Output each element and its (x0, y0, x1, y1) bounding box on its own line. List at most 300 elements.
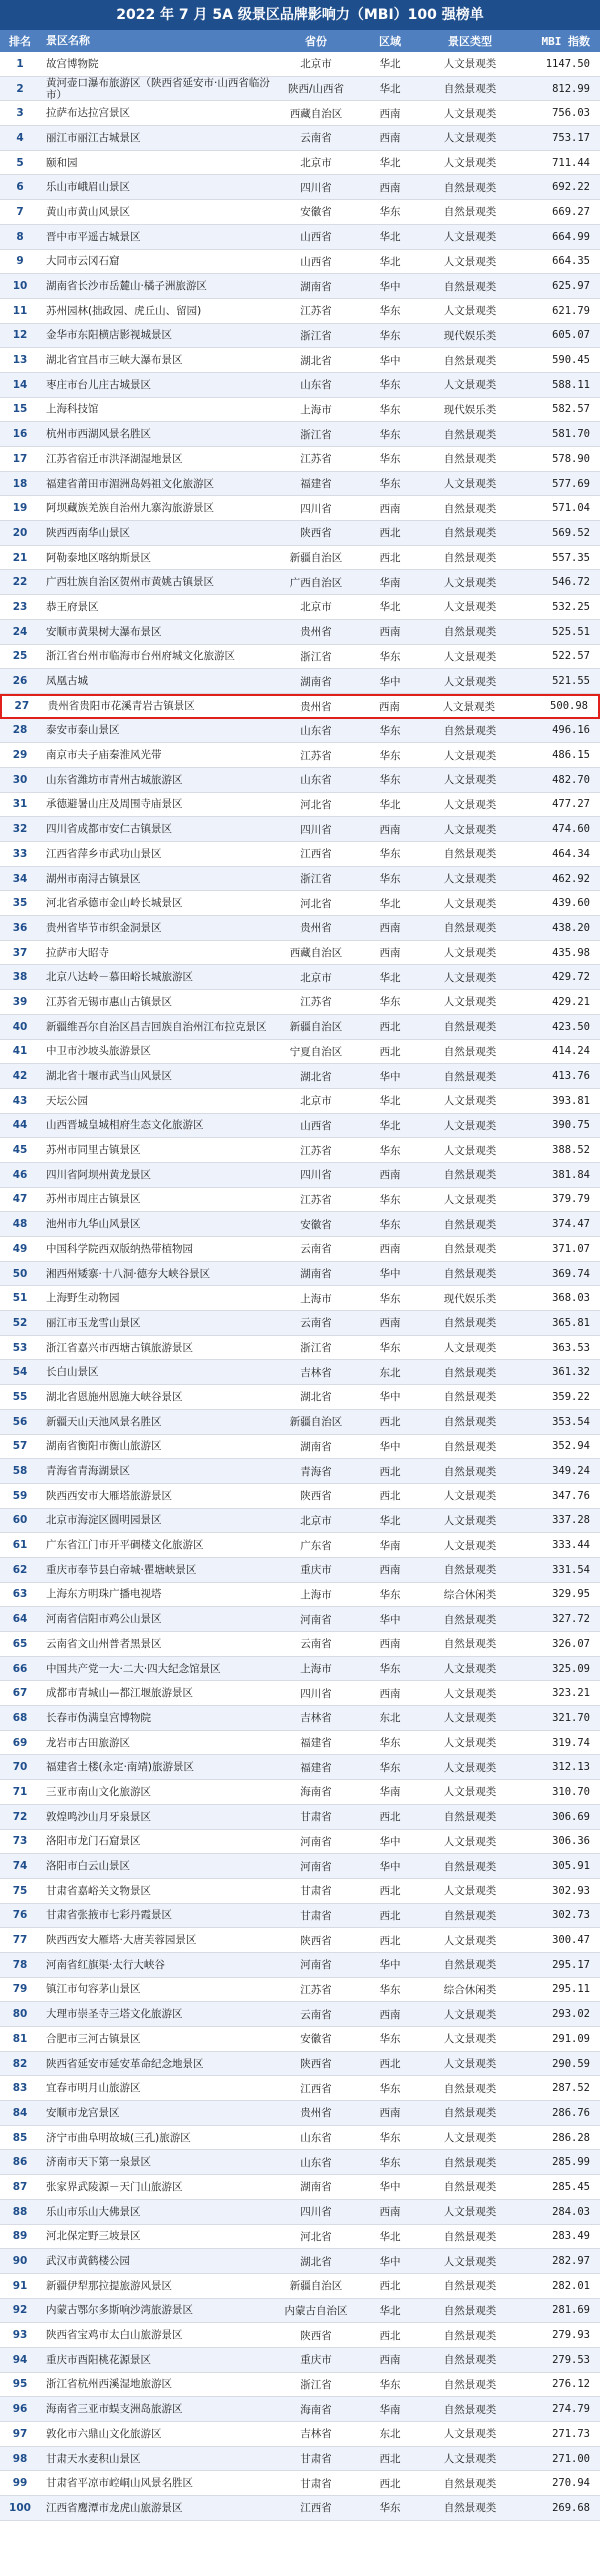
mbi-cell: 429.72 (552, 971, 590, 984)
rank-cell: 77 (12, 1934, 28, 1947)
region-cell: 华东 (379, 650, 401, 663)
rank-cell: 62 (12, 1563, 28, 1576)
name-cell: 洛阳市白云山景区 (46, 1860, 130, 1873)
table-row (0, 1188, 600, 1213)
type-cell: 人文景观类 (443, 2033, 497, 2046)
mbi-cell: 413.76 (552, 1070, 590, 1083)
mbi-cell: 270.94 (552, 2477, 590, 2490)
rank-cell: 50 (12, 1267, 28, 1280)
rank-cell: 81 (12, 2032, 28, 2045)
mbi-cell: 590.45 (552, 354, 590, 367)
rank-cell: 29 (12, 749, 28, 762)
mbi-cell: 812.99 (552, 82, 590, 95)
type-cell: 人文景观类 (443, 1193, 497, 1206)
mbi-cell: 621.79 (552, 304, 590, 317)
name-cell: 湖北省十堰市武当山风景区 (46, 1070, 172, 1083)
type-cell: 自然景观类 (443, 2378, 497, 2391)
mbi-cell: 1147.50 (545, 57, 590, 70)
rank-cell: 46 (12, 1168, 28, 1181)
type-cell: 综合休闲类 (443, 1588, 497, 1601)
province-cell: 江苏省 (300, 1193, 332, 1206)
rank-cell: 40 (12, 1020, 28, 1033)
name-cell: 山西晋城皇城相府生态文化旅游区 (46, 1119, 204, 1132)
mbi-cell: 669.27 (552, 205, 590, 218)
mbi-cell: 302.93 (552, 1884, 590, 1897)
mbi-cell: 474.60 (552, 823, 590, 836)
province-cell: 新疆自治区 (289, 2280, 343, 2293)
table-row (0, 1731, 600, 1756)
table-row (0, 1360, 600, 1385)
region-cell: 华东 (379, 848, 401, 861)
mbi-cell: 306.36 (552, 1835, 590, 1848)
name-cell: 山东省潍坊市青州古城旅游区 (46, 773, 183, 786)
region-cell: 西南 (379, 2008, 401, 2021)
region-cell: 西北 (379, 527, 401, 540)
region-cell: 华南 (379, 1786, 401, 1799)
mbi-cell: 521.55 (552, 675, 590, 688)
province-cell: 贵州省 (300, 700, 332, 713)
region-cell: 西南 (379, 2107, 401, 2120)
rank-cell: 60 (12, 1514, 28, 1527)
region-cell: 华北 (379, 1095, 401, 1108)
rank-cell: 94 (12, 2353, 28, 2366)
table-row (0, 570, 600, 595)
name-cell: 晋中市平遥古城景区 (46, 230, 141, 243)
region-cell: 西北 (379, 2453, 401, 2466)
type-cell: 自然景观类 (443, 1317, 497, 1330)
province-cell: 四川省 (300, 823, 332, 836)
rank-cell: 4 (16, 131, 24, 144)
mbi-cell: 753.17 (552, 131, 590, 144)
table-row (0, 1632, 600, 1657)
table-row (0, 1607, 600, 1632)
province-cell: 江苏省 (300, 453, 332, 466)
rank-cell: 43 (12, 1094, 28, 1107)
type-cell: 自然景观类 (443, 2304, 497, 2317)
region-cell: 西南 (379, 1687, 401, 1700)
province-cell: 湖北省 (300, 2255, 332, 2268)
mbi-cell: 310.70 (552, 1785, 590, 1798)
province-cell: 湖北省 (300, 1070, 332, 1083)
province-cell: 新疆自治区 (289, 552, 343, 565)
name-cell: 泰安市泰山景区 (46, 724, 120, 737)
rank-cell: 80 (12, 2008, 28, 2021)
rank-cell: 35 (12, 897, 28, 910)
name-cell: 合肥市三河古镇景区 (46, 2032, 141, 2045)
name-cell: 拉萨布达拉宫景区 (46, 107, 130, 120)
rank-cell: 72 (12, 1810, 28, 1823)
mbi-cell: 464.34 (552, 847, 590, 860)
table-row (0, 1854, 600, 1879)
rank-cell: 49 (12, 1242, 28, 1255)
rank-cell: 95 (12, 2378, 28, 2391)
type-cell: 自然景观类 (443, 848, 497, 861)
province-cell: 陕西省 (300, 527, 332, 540)
name-cell: 大同市云冈石窟 (46, 255, 120, 268)
region-cell: 华东 (379, 305, 401, 318)
type-cell: 自然景观类 (443, 2181, 497, 2194)
province-cell: 四川省 (300, 181, 332, 194)
province-cell: 陕西省 (300, 2329, 332, 2342)
type-cell: 自然景观类 (443, 1465, 497, 1478)
region-cell: 华北 (379, 2304, 401, 2317)
name-cell: 武汉市黄鹤楼公园 (46, 2255, 130, 2268)
rank-cell: 70 (12, 1761, 28, 1774)
rank-cell: 48 (12, 1218, 28, 1231)
province-cell: 河北省 (300, 798, 332, 811)
name-cell: 成都市青城山—都江堰旅游景区 (46, 1687, 193, 1700)
province-cell: 北京市 (300, 1514, 332, 1527)
type-cell: 自然景观类 (443, 922, 497, 935)
table-row (0, 1262, 600, 1287)
province-cell: 福建省 (300, 1761, 332, 1774)
region-cell: 西北 (379, 1885, 401, 1898)
rank-cell: 85 (12, 2131, 28, 2144)
name-cell: 杭州市西湖风景名胜区 (46, 428, 151, 441)
province-cell: 北京市 (300, 1095, 332, 1108)
region-cell: 华东 (379, 873, 401, 886)
mbi-cell: 286.28 (552, 2131, 590, 2144)
table-row (0, 175, 600, 200)
mbi-cell: 349.24 (552, 1465, 590, 1478)
region-cell: 华北 (379, 1514, 401, 1527)
table-row (0, 1459, 600, 1484)
rank-cell: 97 (12, 2427, 28, 2440)
mbi-cell: 500.98 (550, 700, 588, 713)
mbi-cell: 525.51 (552, 625, 590, 638)
region-cell: 东北 (379, 2428, 401, 2441)
province-cell: 河南省 (300, 1959, 332, 1972)
type-cell: 现代娱乐类 (443, 329, 497, 342)
province-cell: 北京市 (300, 971, 332, 984)
province-cell: 浙江省 (300, 329, 332, 342)
table-row (0, 447, 600, 472)
name-cell: 贵州省毕节市织金洞景区 (46, 921, 162, 934)
region-cell: 华北 (379, 601, 401, 614)
type-cell: 自然景观类 (443, 2156, 497, 2169)
rank-cell: 22 (12, 576, 28, 589)
type-cell: 自然景观类 (443, 1440, 497, 1453)
table-row (0, 521, 600, 546)
mbi-cell: 393.81 (552, 1094, 590, 1107)
type-cell: 自然景观类 (443, 1366, 497, 1379)
region-cell: 华中 (379, 280, 401, 293)
province-cell: 河北省 (300, 2230, 332, 2243)
type-cell: 人文景观类 (443, 1786, 497, 1799)
table-row (0, 422, 600, 447)
region-cell: 华南 (379, 2403, 401, 2416)
name-cell: 内蒙古鄂尔多斯响沙湾旅游景区 (46, 2304, 193, 2317)
table-row (0, 1879, 600, 1904)
name-cell: 甘肃省张掖市七彩丹霞景区 (46, 1909, 172, 1922)
region-cell: 华东 (379, 774, 401, 787)
table-row (0, 1780, 600, 1805)
table-row (0, 348, 600, 373)
region-cell: 西南 (379, 1243, 401, 1256)
table-row (0, 1928, 600, 1953)
type-cell: 自然景观类 (443, 1909, 497, 1922)
region-cell: 华东 (379, 2082, 401, 2095)
table-body (0, 52, 600, 2521)
table-row (0, 1755, 600, 1780)
rank-cell: 28 (12, 724, 28, 737)
province-cell: 江苏省 (300, 1144, 332, 1157)
mbi-cell: 388.52 (552, 1144, 590, 1157)
name-cell: 洛阳市龙门石窟景区 (46, 1835, 141, 1848)
rank-cell: 96 (12, 2403, 28, 2416)
table-row (0, 2397, 600, 2422)
region-cell: 华北 (379, 58, 401, 71)
name-cell: 上海东方明珠广播电视塔 (46, 1588, 162, 1601)
rank-cell: 67 (12, 1687, 28, 1700)
name-cell: 安顺市龙宫景区 (46, 2106, 120, 2119)
table-row (0, 965, 600, 990)
table-row (0, 2249, 600, 2274)
region-cell: 西南 (379, 2206, 401, 2219)
name-cell: 乐山市乐山大佛景区 (46, 2205, 141, 2218)
region-cell: 西南 (379, 947, 401, 960)
mbi-cell: 352.94 (552, 1440, 590, 1453)
table-row (0, 2447, 600, 2472)
name-cell: 海南省三亚市蜈支洲岛旅游区 (46, 2403, 183, 2416)
province-cell: 浙江省 (300, 2378, 332, 2391)
mbi-cell: 361.32 (552, 1366, 590, 1379)
region-cell: 华东 (379, 379, 401, 392)
province-cell: 山西省 (300, 231, 332, 244)
province-cell: 河南省 (300, 1613, 332, 1626)
type-cell: 人文景观类 (443, 157, 497, 170)
region-cell: 华中 (379, 1391, 401, 1404)
type-cell: 人文景观类 (443, 1490, 497, 1503)
type-cell: 自然景观类 (443, 1218, 497, 1231)
province-cell: 重庆市 (300, 1564, 332, 1577)
rank-cell: 71 (12, 1785, 28, 1798)
type-cell: 人文景观类 (443, 2132, 497, 2145)
province-cell: 贵州省 (300, 626, 332, 639)
mbi-cell: 439.60 (552, 897, 590, 910)
region-cell: 西南 (379, 1317, 401, 1330)
rank-cell: 18 (12, 477, 28, 490)
region-cell: 西南 (379, 502, 401, 515)
province-cell: 湖南省 (300, 1268, 332, 1281)
table-row (0, 324, 600, 349)
mbi-cell: 569.52 (552, 526, 590, 539)
table-row (0, 2052, 600, 2077)
rank-cell: 9 (16, 255, 24, 268)
rank-cell: 68 (12, 1711, 28, 1724)
region-cell: 西北 (379, 1416, 401, 1429)
type-cell: 人文景观类 (443, 132, 497, 145)
mbi-cell: 291.09 (552, 2032, 590, 2045)
header-region: 区域 (379, 35, 401, 48)
region-cell: 西南 (379, 181, 401, 194)
region-cell: 西北 (379, 1934, 401, 1947)
name-cell: 河北保定野三坡景区 (46, 2230, 141, 2243)
mbi-cell: 625.97 (552, 280, 590, 293)
name-cell: 中国共产党一大·二大·四大纪念馆景区 (46, 1662, 221, 1675)
province-cell: 浙江省 (300, 650, 332, 663)
type-cell: 自然景观类 (443, 206, 497, 219)
rank-cell: 78 (12, 1958, 28, 1971)
province-cell: 安徽省 (300, 1218, 332, 1231)
region-cell: 华北 (379, 231, 401, 244)
table-row (0, 1435, 600, 1460)
region-cell: 华中 (379, 1440, 401, 1453)
rank-cell: 38 (12, 971, 28, 984)
rank-cell: 21 (12, 551, 28, 564)
rank-cell: 86 (12, 2156, 28, 2169)
type-cell: 人文景观类 (443, 255, 497, 268)
mbi-cell: 374.47 (552, 1218, 590, 1231)
type-cell: 自然景观类 (443, 1045, 497, 1058)
region-cell: 华北 (379, 83, 401, 96)
name-cell: 福建省土楼(永定·南靖)旅游景区 (46, 1761, 195, 1774)
province-cell: 云南省 (300, 2008, 332, 2021)
province-cell: 福建省 (300, 1737, 332, 1750)
mbi-cell: 353.54 (552, 1415, 590, 1428)
name-cell: 长春市伪满皇宫博物院 (46, 1711, 151, 1724)
table-row (0, 990, 600, 1015)
type-cell: 自然景观类 (443, 1638, 497, 1651)
mbi-cell: 285.99 (552, 2156, 590, 2169)
rank-cell: 76 (12, 1909, 28, 1922)
header-rank: 排名 (9, 35, 31, 48)
region-cell: 华北 (379, 2230, 401, 2243)
type-cell: 自然景观类 (443, 1613, 497, 1626)
type-cell: 自然景观类 (443, 1811, 497, 1824)
table-row (0, 1114, 600, 1139)
name-cell: 福建省莆田市湄洲岛妈祖文化旅游区 (46, 477, 214, 490)
region-cell: 华北 (379, 798, 401, 811)
rank-cell: 13 (12, 354, 28, 367)
table-row (0, 1978, 600, 2003)
rank-cell: 20 (12, 526, 28, 539)
table-row (0, 2274, 600, 2299)
table-row (0, 1311, 600, 1336)
province-cell: 山东省 (300, 379, 332, 392)
header-province: 省份 (305, 35, 327, 48)
mbi-cell: 477.27 (552, 798, 590, 811)
name-cell: 黄山市黄山风景区 (46, 205, 130, 218)
province-cell: 福建省 (300, 478, 332, 491)
rank-cell: 8 (16, 230, 24, 243)
type-cell: 人文景观类 (443, 749, 497, 762)
province-cell: 新疆自治区 (289, 1021, 343, 1034)
table-row (0, 225, 600, 250)
rank-cell: 66 (12, 1662, 28, 1675)
mbi-cell: 363.53 (552, 1341, 590, 1354)
mbi-cell: 302.73 (552, 1909, 590, 1922)
region-cell: 华北 (379, 1119, 401, 1132)
province-cell: 青海省 (300, 1465, 332, 1478)
type-cell: 人文景观类 (443, 1885, 497, 1898)
name-cell: 济南市天下第一泉景区 (46, 2156, 151, 2169)
table-header (0, 30, 600, 52)
type-cell: 人文景观类 (443, 947, 497, 960)
region-cell: 华中 (379, 1959, 401, 1972)
rank-cell: 23 (12, 600, 28, 613)
type-cell: 自然景观类 (443, 1268, 497, 1281)
type-cell: 综合休闲类 (443, 1983, 497, 1996)
type-cell: 人文景观类 (443, 897, 497, 910)
name-cell: 重庆市奉节县白帝城·瞿塘峡景区 (46, 1563, 197, 1576)
type-cell: 自然景观类 (443, 2107, 497, 2120)
province-cell: 吉林省 (300, 2428, 332, 2441)
table-row (0, 1706, 600, 1731)
type-cell: 人文景观类 (443, 774, 497, 787)
table-row (0, 941, 600, 966)
region-cell: 华东 (379, 2378, 401, 2391)
type-cell: 人文景观类 (443, 2453, 497, 2466)
type-cell: 自然景观类 (443, 428, 497, 441)
table-row (0, 2200, 600, 2225)
mbi-cell: 435.98 (552, 946, 590, 959)
type-cell: 自然景观类 (443, 2502, 497, 2515)
table-row (0, 2126, 600, 2151)
rank-cell: 7 (16, 205, 24, 218)
type-cell: 人文景观类 (443, 2255, 497, 2268)
name-cell: 上海科技馆 (46, 403, 99, 416)
type-cell: 自然景观类 (443, 1391, 497, 1404)
name-cell: 湖南省长沙市岳麓山·橘子洲旅游区 (46, 280, 207, 293)
province-cell: 北京市 (300, 157, 332, 170)
region-cell: 华中 (379, 675, 401, 688)
type-cell: 自然景观类 (443, 1243, 497, 1256)
rank-cell: 17 (12, 452, 28, 465)
name-cell: 湘西州矮寨·十八洞·德夯大峡谷景区 (46, 1267, 211, 1280)
region-cell: 西北 (379, 1021, 401, 1034)
type-cell: 人文景观类 (443, 971, 497, 984)
type-cell: 人文景观类 (443, 601, 497, 614)
rank-cell: 19 (12, 502, 28, 515)
rank-cell: 82 (12, 2057, 28, 2070)
type-cell: 自然景观类 (443, 2230, 497, 2243)
region-cell: 华中 (379, 354, 401, 367)
name-cell: 湖北省恩施州恩施大峡谷景区 (46, 1390, 183, 1403)
region-cell: 华中 (379, 1070, 401, 1083)
rank-cell: 45 (12, 1144, 28, 1157)
rank-cell: 54 (12, 1366, 28, 1379)
type-cell: 自然景观类 (443, 626, 497, 639)
type-cell: 人文景观类 (443, 305, 497, 318)
table-row (0, 1138, 600, 1163)
rank-cell: 84 (12, 2106, 28, 2119)
name-cell: 黄河壶口瀑布旅游区（陕西省延安市·山西省临汾市） (46, 76, 270, 101)
name-cell: 苏州市周庄古镇景区 (46, 1193, 141, 1206)
province-cell: 江苏省 (300, 996, 332, 1009)
rank-cell: 36 (12, 921, 28, 934)
region-cell: 西北 (379, 1811, 401, 1824)
rank-cell: 74 (12, 1860, 28, 1873)
rank-cell: 34 (12, 872, 28, 885)
table-row (0, 398, 600, 423)
name-cell: 大理市崇圣寺三塔文化旅游区 (46, 2008, 183, 2021)
province-cell: 江西省 (300, 2082, 332, 2095)
mbi-cell: 546.72 (552, 576, 590, 589)
rank-cell: 59 (12, 1489, 28, 1502)
mbi-cell: 282.01 (552, 2279, 590, 2292)
mbi-cell: 359.22 (552, 1390, 590, 1403)
type-cell: 自然景观类 (443, 552, 497, 565)
region-cell: 西北 (379, 2280, 401, 2293)
table-row (0, 2299, 600, 2324)
table-row (0, 867, 600, 892)
region-cell: 西南 (379, 132, 401, 145)
rank-cell: 6 (16, 181, 24, 194)
region-cell: 西北 (379, 2058, 401, 2071)
province-cell: 山东省 (300, 774, 332, 787)
type-cell: 自然景观类 (443, 2329, 497, 2342)
